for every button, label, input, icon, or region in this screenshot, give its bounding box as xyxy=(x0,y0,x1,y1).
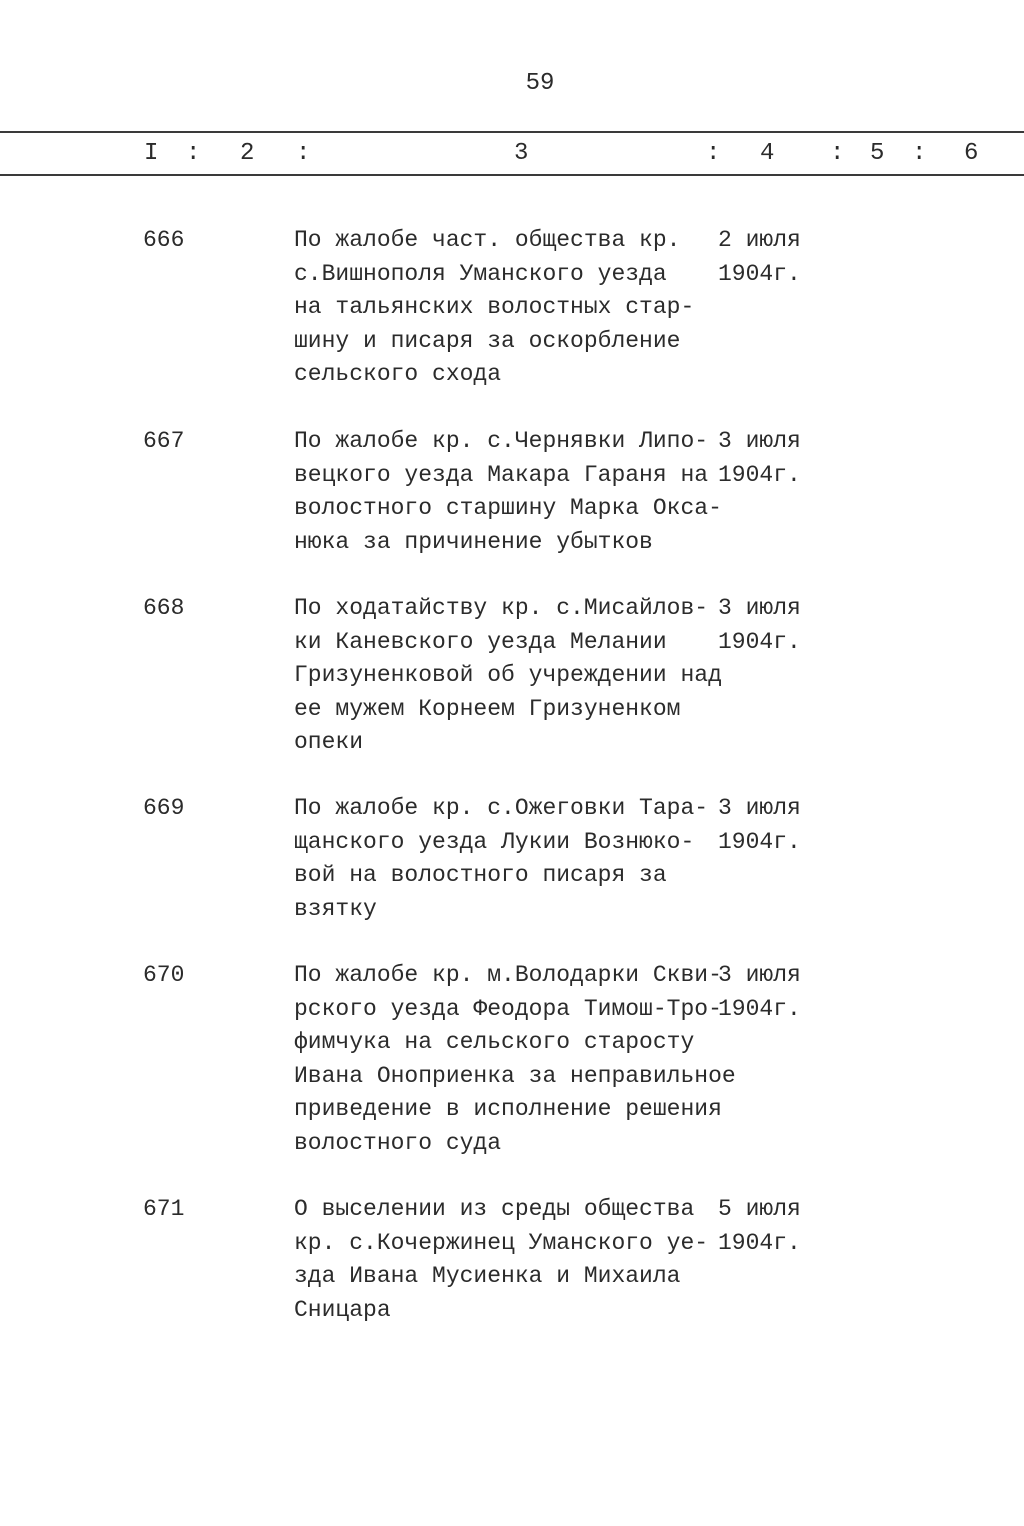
column-separator: : xyxy=(706,140,721,167)
entry-date xyxy=(718,592,801,659)
description-line: волостного старшину Марка Окса- xyxy=(294,495,722,522)
description-line: зда Ивана Мусиенка и Михаила xyxy=(294,1263,681,1290)
description-line: опеки xyxy=(294,729,364,756)
column-separator: : xyxy=(912,140,927,167)
entry-number: 667 xyxy=(143,428,185,454)
column-header-3: 3 xyxy=(514,140,529,167)
description-line: Ивана Оноприенка за неправильное xyxy=(294,1062,736,1089)
description-line: волостного суда xyxy=(294,1129,502,1156)
date-year: 1904г. xyxy=(718,461,801,488)
description-line: вецкого уезда Макара Гараня на xyxy=(294,461,709,488)
entry-description xyxy=(294,959,736,1161)
description-line: По жалобе част. общества кр. xyxy=(294,227,681,253)
entry-number: 671 xyxy=(143,1196,185,1222)
entry-date xyxy=(718,1193,801,1260)
entry-number: 669 xyxy=(143,795,185,821)
description-line: По жалобе кр. с.Чернявки Липо- xyxy=(294,428,709,454)
description-line: вой на волостного писаря за xyxy=(294,862,667,889)
date-day-month: 2 июля xyxy=(718,227,801,253)
description-line: нюка за причинение убытков xyxy=(294,528,653,555)
description-line: О выселении из среды общества xyxy=(294,1196,695,1222)
page-number: 59 xyxy=(525,70,555,97)
description-line: сельского схода xyxy=(294,361,502,388)
date-year: 1904г. xyxy=(718,260,801,287)
column-header-2: 2 xyxy=(240,140,255,167)
entry-date xyxy=(718,792,801,859)
column-separator: : xyxy=(296,140,311,167)
description-line: приведение в исполнение решения xyxy=(294,1096,722,1123)
description-line: По ходатайству кр. с.Мисайлов- xyxy=(294,595,709,621)
column-header-6: 6 xyxy=(964,140,979,167)
description-line: на тальянских волостных стар- xyxy=(294,294,695,321)
header-top-rule xyxy=(0,131,1024,133)
column-header-4: 4 xyxy=(760,140,775,167)
header-bottom-rule xyxy=(0,174,1024,176)
date-year: 1904г. xyxy=(718,628,801,655)
description-line: По жалобе кр. с.Ожеговки Тара- xyxy=(294,795,709,821)
description-line: кр. с.Кочержинец Уманского уе- xyxy=(294,1229,709,1256)
entry-date xyxy=(718,425,801,492)
column-header-1: I xyxy=(144,140,159,167)
date-day-month: 3 июля xyxy=(718,795,801,821)
entry-description xyxy=(294,425,722,559)
description-line: шину и писаря за оскорбление xyxy=(294,327,681,354)
date-day-month: 3 июля xyxy=(718,428,801,454)
date-day-month: 5 июля xyxy=(718,1196,801,1222)
date-year: 1904г. xyxy=(718,1229,801,1256)
date-day-month: 3 июля xyxy=(718,962,801,988)
entry-number: 666 xyxy=(143,227,185,253)
entry-description xyxy=(294,1193,708,1327)
column-separator: : xyxy=(830,140,845,167)
date-year: 1904г. xyxy=(718,995,801,1022)
description-line: По жалобе кр. м.Володарки Скви- xyxy=(294,962,722,988)
description-line: ки Каневского уезда Мелании xyxy=(294,628,667,655)
description-line: ее мужем Корнеем Гризуненком xyxy=(294,695,681,722)
description-line: рского уезда Феодора Тимош-Тро- xyxy=(294,995,722,1022)
description-line: фимчука на сельского старосту xyxy=(294,1029,695,1056)
date-year: 1904г. xyxy=(718,828,801,855)
date-day-month: 3 июля xyxy=(718,595,801,621)
entry-description xyxy=(294,592,722,760)
entry-description xyxy=(294,792,708,926)
entry-number: 668 xyxy=(143,595,185,621)
entry-date xyxy=(718,224,801,291)
description-line: Гризуненковой об учреждении над xyxy=(294,662,722,689)
column-header-5: 5 xyxy=(870,140,885,167)
entry-date xyxy=(718,959,801,1026)
description-line: щанского уезда Лукии Вознюко- xyxy=(294,828,695,855)
entry-description xyxy=(294,224,694,392)
description-line: взятку xyxy=(294,895,377,922)
description-line: Сницара xyxy=(294,1296,391,1323)
description-line: с.Вишнополя Уманского уезда xyxy=(294,260,667,287)
column-separator: : xyxy=(186,140,201,167)
entry-number: 670 xyxy=(143,962,185,988)
